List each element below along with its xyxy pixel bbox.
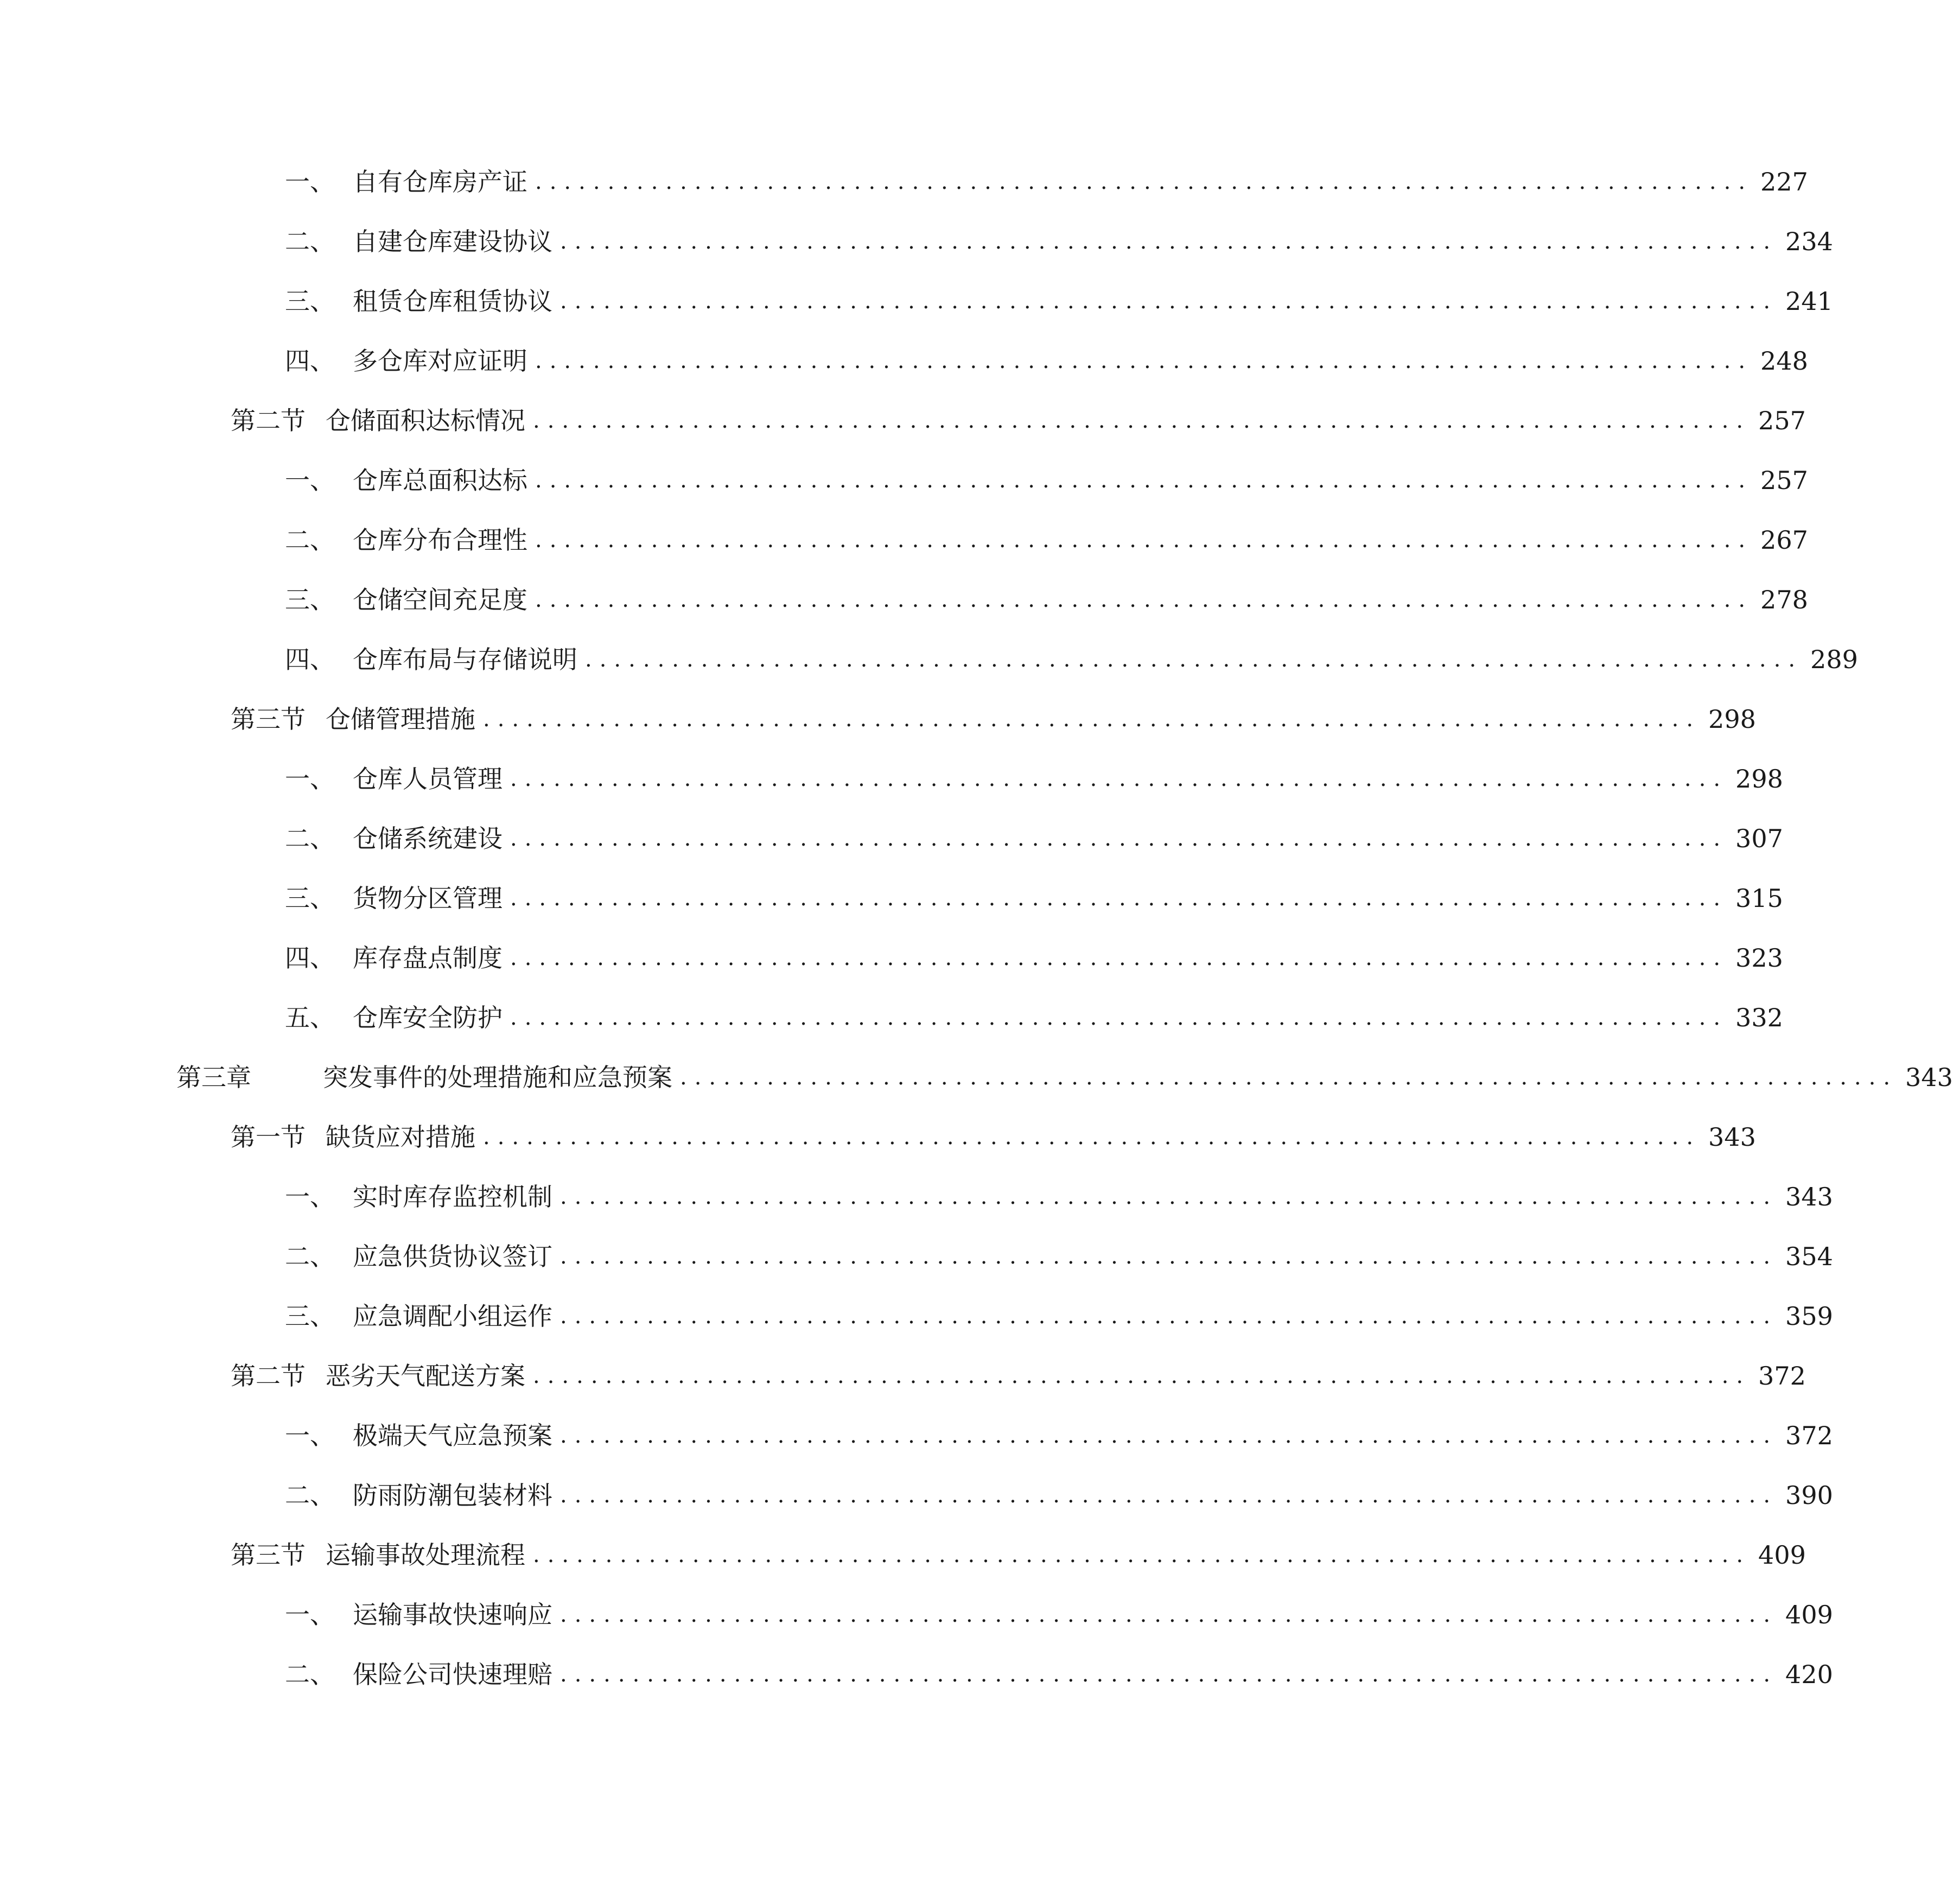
toc-entry[interactable] xyxy=(285,1650,1833,1699)
toc-entry-number: 四、 xyxy=(285,346,335,376)
toc-entry-title: 应急调配小组运作 xyxy=(353,1302,552,1331)
toc-entry-title: 保险公司快速理赔 xyxy=(353,1660,552,1689)
dot-leader: .................................................................................... xyxy=(585,647,1803,672)
toc-entry[interactable] xyxy=(285,1232,1833,1281)
toc-page-number: 390 xyxy=(1785,1481,1833,1510)
toc-page-number: 298 xyxy=(1708,705,1756,734)
toc-page-number: 409 xyxy=(1758,1540,1806,1570)
toc-entry[interactable] xyxy=(176,1053,1953,1102)
toc-entry[interactable] xyxy=(285,754,1783,803)
toc-entry-number: 二、 xyxy=(285,227,335,256)
toc-page-number: 227 xyxy=(1760,167,1808,196)
dot-leader: .................................................................................... xyxy=(535,468,1753,493)
dot-leader: .................................................................................... xyxy=(533,1543,1751,1567)
toc-entry-number: 二、 xyxy=(285,1660,335,1689)
toc-entry[interactable] xyxy=(285,635,1858,684)
toc-entry[interactable] xyxy=(285,874,1783,923)
toc-page-number: 372 xyxy=(1758,1361,1806,1391)
toc-entry-title: 仓储面积达标情况 xyxy=(326,406,525,435)
toc-entry-number: 三、 xyxy=(285,884,335,913)
toc-page-number: 420 xyxy=(1785,1660,1833,1689)
dot-leader: .................................................................................... xyxy=(560,1184,1778,1209)
toc-entry-number: 二、 xyxy=(285,1242,335,1271)
toc-entry-title: 突发事件的处理措施和应急预案 xyxy=(323,1063,672,1092)
dot-leader: .................................................................................... xyxy=(560,1483,1778,1508)
toc-entry[interactable] xyxy=(285,516,1808,564)
dot-leader: .................................................................................... xyxy=(510,1005,1728,1030)
toc-entry-number: 五、 xyxy=(285,1003,335,1032)
toc-entry-title: 仓库总面积达标 xyxy=(353,466,527,495)
toc-page-number: 323 xyxy=(1735,943,1783,973)
toc-page-number: 315 xyxy=(1735,884,1783,913)
toc-entry-title: 自建仓库建设协议 xyxy=(353,227,552,256)
toc-entry[interactable] xyxy=(231,396,1806,445)
toc-entry-title: 运输事故快速响应 xyxy=(353,1600,552,1629)
toc-entry-title: 多仓库对应证明 xyxy=(353,346,527,376)
toc-page-number: 241 xyxy=(1785,287,1833,316)
toc-entry[interactable] xyxy=(231,695,1756,744)
toc-entry-number: 四、 xyxy=(285,645,335,674)
dot-leader: .................................................................................... xyxy=(560,1304,1778,1329)
toc-entry[interactable] xyxy=(285,1590,1833,1639)
toc-page-number: 409 xyxy=(1785,1600,1833,1629)
toc-page-number: 343 xyxy=(1785,1182,1833,1211)
toc-page-number: 278 xyxy=(1760,585,1808,614)
toc-entry[interactable] xyxy=(285,814,1783,863)
dot-leader: .................................................................................... xyxy=(510,945,1728,970)
toc-entry-number: 三、 xyxy=(285,585,335,614)
toc-page-number: 359 xyxy=(1785,1302,1833,1331)
dot-leader: .................................................................................... xyxy=(510,766,1728,791)
toc-page-number: 298 xyxy=(1735,764,1783,794)
toc-entry[interactable] xyxy=(285,277,1833,326)
toc-entry-number: 一、 xyxy=(285,1421,335,1450)
toc-page-number: 257 xyxy=(1758,406,1806,435)
dot-leader: .................................................................................... xyxy=(510,826,1728,851)
toc-page-number: 372 xyxy=(1785,1421,1833,1450)
dot-leader: .................................................................................... xyxy=(533,408,1751,433)
toc-entry-number: 一、 xyxy=(285,1182,335,1211)
toc-entry-title: 仓储空间充足度 xyxy=(353,585,527,614)
toc-entry[interactable] xyxy=(285,1292,1833,1341)
dot-leader: .................................................................................... xyxy=(510,886,1728,911)
toc-page-number: 234 xyxy=(1785,227,1833,256)
toc-entry-number: 第二节 xyxy=(231,406,306,435)
toc-entry[interactable] xyxy=(285,1471,1833,1520)
toc-entry-title: 仓储系统建设 xyxy=(353,824,502,853)
toc-entry-number: 第一节 xyxy=(231,1122,306,1152)
toc-entry-title: 防雨防潮包装材料 xyxy=(353,1481,552,1510)
dot-leader: .................................................................................... xyxy=(535,169,1753,194)
toc-entry-number: 第三节 xyxy=(231,1540,306,1570)
toc-entry-number: 一、 xyxy=(285,466,335,495)
dot-leader: .................................................................................... xyxy=(533,1363,1751,1388)
toc-page-number: 257 xyxy=(1760,466,1808,495)
toc-entry-number: 一、 xyxy=(285,167,335,196)
toc-entry-number: 一、 xyxy=(285,764,335,794)
dot-leader: .................................................................................... xyxy=(560,229,1778,254)
dot-leader: .................................................................................... xyxy=(560,1662,1778,1687)
toc-page-number: 248 xyxy=(1760,346,1808,376)
toc-entry-number: 二、 xyxy=(285,525,335,555)
dot-leader: .................................................................................... xyxy=(560,1423,1778,1448)
toc-entry-title: 仓库分布合理性 xyxy=(353,525,527,555)
toc-entry-title: 缺货应对措施 xyxy=(326,1122,475,1152)
toc-page-number: 332 xyxy=(1735,1003,1783,1032)
toc-entry-title: 库存盘点制度 xyxy=(353,943,502,973)
toc-entry-number: 三、 xyxy=(285,1302,335,1331)
toc-entry[interactable] xyxy=(285,217,1833,266)
dot-leader: .................................................................................... xyxy=(535,587,1753,612)
dot-leader: .................................................................................... xyxy=(483,1125,1701,1150)
dot-leader: .................................................................................... xyxy=(560,289,1778,314)
toc-page-number: 343 xyxy=(1708,1122,1756,1152)
toc-entry-title: 自有仓库房产证 xyxy=(353,167,527,196)
dot-leader: .................................................................................... xyxy=(483,707,1701,732)
toc-entry-number: 四、 xyxy=(285,943,335,973)
dot-leader: .................................................................................... xyxy=(535,528,1753,553)
toc-entry[interactable] xyxy=(285,456,1808,505)
toc-entry[interactable] xyxy=(285,1172,1833,1221)
toc-page-number: 343 xyxy=(1905,1063,1953,1092)
toc-entry-number: 第三节 xyxy=(231,705,306,734)
toc-entry-number: 一、 xyxy=(285,1600,335,1629)
toc-entry[interactable] xyxy=(285,575,1808,624)
toc-entry-number: 二、 xyxy=(285,1481,335,1510)
toc-entry-title: 实时库存监控机制 xyxy=(353,1182,552,1211)
toc-entry-title: 应急供货协议签订 xyxy=(353,1242,552,1271)
toc-entry-title: 仓库安全防护 xyxy=(353,1003,502,1032)
toc-page-number: 267 xyxy=(1760,525,1808,555)
toc-entry[interactable] xyxy=(285,934,1783,982)
dot-leader: .................................................................................... xyxy=(680,1065,1898,1090)
toc-entry-title: 运输事故处理流程 xyxy=(326,1540,525,1570)
toc-entry[interactable] xyxy=(231,1531,1806,1579)
toc-entry-number: 三、 xyxy=(285,287,335,316)
toc-entry-title: 仓储管理措施 xyxy=(326,705,475,734)
dot-leader: .................................................................................... xyxy=(535,348,1753,373)
toc-entry-title: 租赁仓库租赁协议 xyxy=(353,287,552,316)
toc-page-number: 307 xyxy=(1735,824,1783,853)
toc-entry-number: 第三章 xyxy=(176,1063,251,1092)
toc-entry[interactable] xyxy=(285,157,1808,206)
toc-entry[interactable] xyxy=(231,1351,1806,1400)
toc-entry[interactable] xyxy=(285,993,1783,1042)
toc-entry-title: 仓库人员管理 xyxy=(353,764,502,794)
toc-entry-title: 货物分区管理 xyxy=(353,884,502,913)
toc-entry-title: 极端天气应急预案 xyxy=(353,1421,552,1450)
toc-page-number: 354 xyxy=(1785,1242,1833,1271)
dot-leader: .................................................................................... xyxy=(560,1602,1778,1627)
toc-entry-title: 仓库布局与存储说明 xyxy=(353,645,577,674)
toc-page-number: 289 xyxy=(1810,645,1858,674)
toc-entry[interactable] xyxy=(231,1113,1756,1162)
toc-entry-number: 二、 xyxy=(285,824,335,853)
toc-entry[interactable] xyxy=(285,337,1808,385)
toc-entry-title: 恶劣天气配送方案 xyxy=(326,1361,525,1391)
toc-entry-number: 第二节 xyxy=(231,1361,306,1391)
dot-leader: .................................................................................... xyxy=(560,1244,1778,1269)
toc-entry[interactable] xyxy=(285,1411,1833,1460)
